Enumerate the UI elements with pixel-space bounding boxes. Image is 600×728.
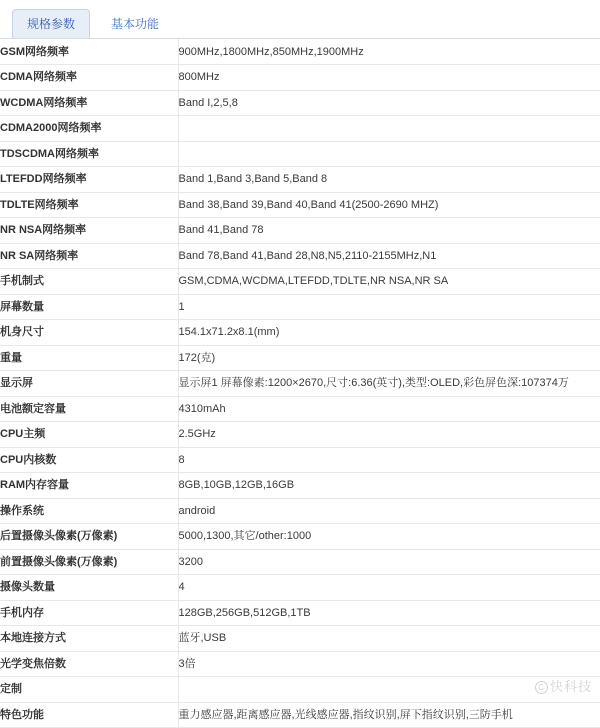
row-label: 手机制式 [0, 269, 178, 295]
row-value: Band 1,Band 3,Band 5,Band 8 [178, 167, 600, 193]
row-label: 机身尺寸 [0, 320, 178, 346]
tab-spec-params-label: 规格参数 [27, 17, 76, 31]
row-value: 显示屏1 屏幕像素:1200×2670,尺寸:6.36(英寸),类型:OLED,彩色屏色深:107374万 [178, 371, 600, 397]
watermark [535, 676, 592, 695]
tab-spec-params[interactable] [12, 9, 90, 38]
row-label: 后置摄像头像素(万像素) [0, 524, 178, 550]
row-label: 特色功能 [0, 702, 178, 728]
spec-table [0, 39, 600, 728]
spec-table-body [0, 39, 600, 728]
row-value: Band I,2,5,8 [178, 90, 600, 116]
table-row [0, 447, 600, 473]
row-label: 定制 [0, 677, 178, 703]
row-label: 光学变焦倍数 [0, 651, 178, 677]
row-value: 8GB,10GB,12GB,16GB [178, 473, 600, 499]
row-label: 操作系统 [0, 498, 178, 524]
row-label: 电池额定容量 [0, 396, 178, 422]
row-label: TDLTE网络频率 [0, 192, 178, 218]
table-row [0, 702, 600, 728]
row-value: Band 41,Band 78 [178, 218, 600, 244]
table-row [0, 549, 600, 575]
row-value: 2.5GHz [178, 422, 600, 448]
row-value: 4310mAh [178, 396, 600, 422]
row-value: 3倍 [178, 651, 600, 677]
table-row [0, 473, 600, 499]
table-row [0, 396, 600, 422]
table-row [0, 524, 600, 550]
row-value: Band 38,Band 39,Band 40,Band 41(2500-2690 MHZ) [178, 192, 600, 218]
row-label: CDMA网络频率 [0, 65, 178, 91]
table-row [0, 192, 600, 218]
row-label: 摄像头数量 [0, 575, 178, 601]
table-row [0, 677, 600, 703]
watermark-logo-icon: C [535, 681, 548, 694]
row-value: 128GB,256GB,512GB,1TB [178, 600, 600, 626]
table-row [0, 294, 600, 320]
row-value: 8 [178, 447, 600, 473]
row-value: 重力感应器,距离感应器,光线感应器,指纹识别,屏下指纹识别,三防手机 [178, 702, 600, 728]
row-value: 5000,1300,其它/other:1000 [178, 524, 600, 550]
row-value: 蓝牙,USB [178, 626, 600, 652]
row-label: 屏幕数量 [0, 294, 178, 320]
row-label: NR NSA网络频率 [0, 218, 178, 244]
row-label: RAM内存容量 [0, 473, 178, 499]
table-row [0, 141, 600, 167]
table-row [0, 651, 600, 677]
table-row [0, 422, 600, 448]
row-value: 3200 [178, 549, 600, 575]
row-value [178, 141, 600, 167]
row-label: CPU内核数 [0, 447, 178, 473]
row-label: LTEFDD网络频率 [0, 167, 178, 193]
table-row [0, 626, 600, 652]
row-label: NR SA网络频率 [0, 243, 178, 269]
row-label: CDMA2000网络频率 [0, 116, 178, 142]
row-label: 本地连接方式 [0, 626, 178, 652]
row-value: 800MHz [178, 65, 600, 91]
table-row [0, 39, 600, 65]
row-value: 4 [178, 575, 600, 601]
table-row [0, 371, 600, 397]
row-value: android [178, 498, 600, 524]
table-row [0, 90, 600, 116]
table-row [0, 320, 600, 346]
row-value [178, 116, 600, 142]
table-row [0, 243, 600, 269]
row-label: 重量 [0, 345, 178, 371]
row-value: 172(克) [178, 345, 600, 371]
table-row [0, 269, 600, 295]
table-row [0, 116, 600, 142]
table-row [0, 167, 600, 193]
table-row [0, 218, 600, 244]
tab-basic-functions-label: 基本功能 [111, 17, 160, 31]
row-value: 1 [178, 294, 600, 320]
table-row [0, 65, 600, 91]
watermark-text: 快科技 [549, 679, 592, 694]
row-label: GSM网络频率 [0, 39, 178, 65]
table-row [0, 345, 600, 371]
row-value: GSM,CDMA,WCDMA,LTEFDD,TDLTE,NR NSA,NR SA [178, 269, 600, 295]
tab-basic-functions[interactable] [96, 9, 174, 38]
table-row [0, 498, 600, 524]
row-label: WCDMA网络频率 [0, 90, 178, 116]
row-label: 手机内存 [0, 600, 178, 626]
row-label: 显示屏 [0, 371, 178, 397]
row-value: 154.1x71.2x8.1(mm) [178, 320, 600, 346]
table-row [0, 575, 600, 601]
row-value: Band 78,Band 41,Band 28,N8,N5,2110-2155MHz,N1 [178, 243, 600, 269]
tab-bar [0, 0, 600, 38]
row-label: 前置摄像头像素(万像素) [0, 549, 178, 575]
table-row [0, 600, 600, 626]
row-label: CPU主频 [0, 422, 178, 448]
row-value: 900MHz,1800MHz,850MHz,1900MHz [178, 39, 600, 65]
row-label: TDSCDMA网络频率 [0, 141, 178, 167]
